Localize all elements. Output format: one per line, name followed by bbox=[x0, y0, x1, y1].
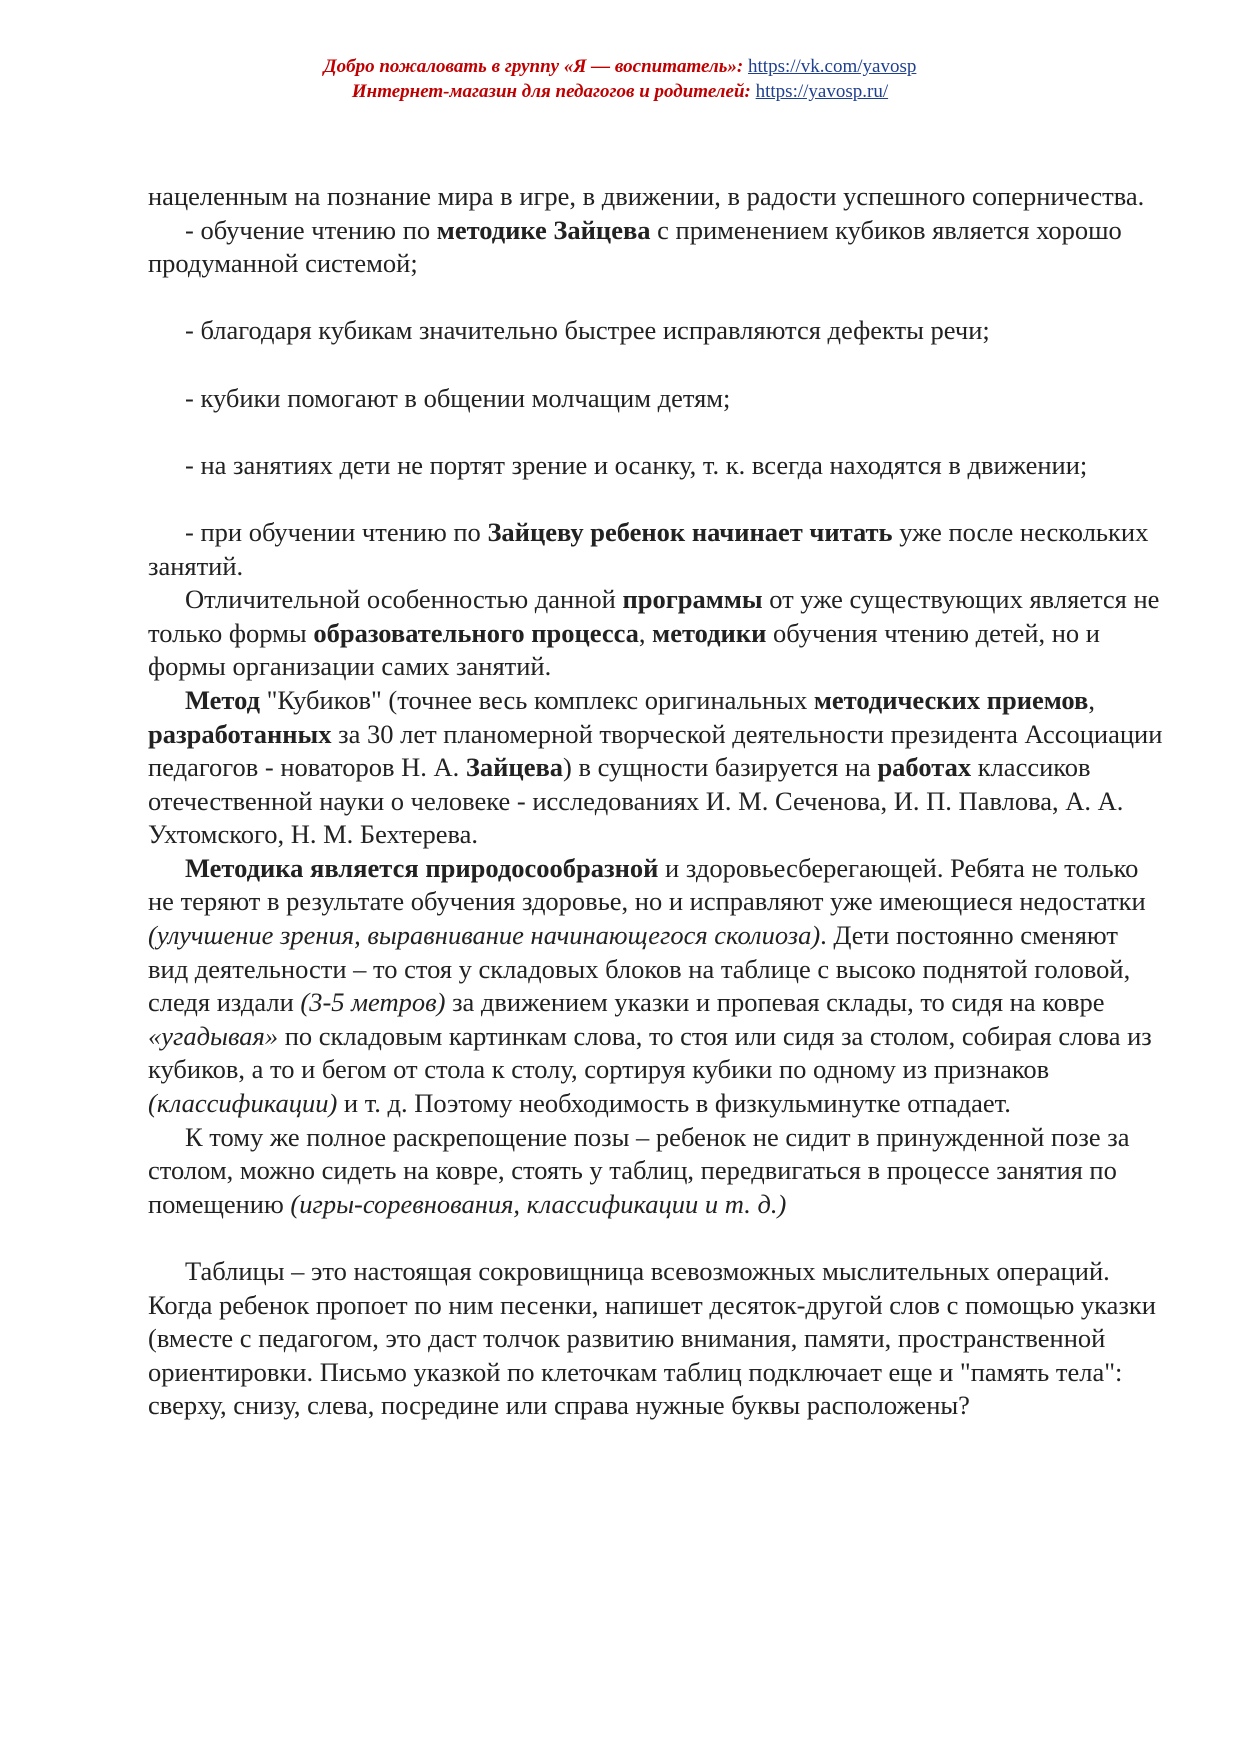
paragraph-3: - благодаря кубикам значительно быстрее исправляются дефекты речи; bbox=[185, 315, 990, 346]
paragraph-7: Отличительной особенностью данной программы от уже существующих является не только формы образовательного процесса, методики обучения чтению детей, но и формы организации самих занятий. bbox=[148, 584, 1160, 682]
vk-group-link[interactable]: https://vk.com/yavosp bbox=[748, 56, 917, 77]
header-line-1 bbox=[0, 54, 1240, 79]
header-group-text: Добро пожаловать в группу «Я — воспитатель»: bbox=[323, 56, 749, 77]
paragraph-6: - при обучении чтению по Зайцеву ребенок начинает читать уже после нескольких занятий. bbox=[148, 516, 1149, 581]
header-line-2 bbox=[0, 79, 1240, 104]
paragraph-1: нацеленным на познание мира в игре, в движении, в радости успешного соперничества. bbox=[148, 181, 1145, 211]
header-shop-text: Интернет-магазин для педагогов и родителей: bbox=[351, 81, 756, 102]
paragraph-10: К тому же полное раскрепощение позы – ребенок не сидит в принужденной позе за столом, можно сидеть на ковре, стоять у таблиц, передвигаться в процессе занятия по помещению (игры-соревнования, классификации и т. д.) bbox=[148, 1121, 1130, 1219]
paragraph-8: Метод "Кубиков" (точнее весь комплекс оригинальных методических приемов, разработанных за 30 лет планомерной творческой деятельности президента Ассоциации педагогов - новаторов Н. А. Зайцева) в сущности базируется на работах классиков отечественной науки о человеке - исследованиях И. М. Сеченова, И. П. Павлова, А. А. Ухтомского, Н. М. Бехтерева. bbox=[148, 684, 1163, 850]
shop-link[interactable]: https://yavosp.ru/ bbox=[755, 81, 889, 102]
paragraph-9: Методика является природосообразной и здоровьесберегающей. Ребята не только не теряют в результате обучения здоровье, но и исправляют уже имеющиеся недостатки (улучшение зрения, выравнивание начинающегося сколиоза). Дети постоянно сменяют вид деятельности – то стоя у складовых блоков на таблице с высоко поднятой головой, следя издали (3-5 метров) за движением указки и пропевая склады, то сидя на ковре «угадывая» по складовым картинкам слова, то стоя или сидя за столом, собирая слова из кубиков, а то и бегом от стола к столу, сортируя кубики по одному из признаков (классификации) и т. д. Поэтому необходимость в физкульминутке отпадает. bbox=[148, 852, 1152, 1119]
page-header bbox=[0, 54, 1240, 104]
paragraph-11: Таблицы – это настоящая сокровищница всевозможных мыслительных операций. Когда ребенок пропоет по ним песенки, напишет десяток-другой слов с помощью указки (вместе с педагогом, это даст толчок развитию внимания, памяти, пространственной ориентировки. Письмо указкой по клеточкам таблиц подключает еще и "память тела": сверху, снизу, слева, посредине или справа нужные буквы расположены? bbox=[148, 1256, 1156, 1421]
paragraph-2: - обучение чтению по методике Зайцева с применением кубиков является хорошо продуманной системой; bbox=[148, 214, 1122, 279]
paragraph-5: - на занятиях дети не портят зрение и осанку, т. к. всегда находятся в движении; bbox=[185, 449, 1088, 480]
paragraph-4: - кубики помогают в общении молчащим детям; bbox=[185, 382, 731, 413]
document-body bbox=[148, 180, 1164, 1423]
